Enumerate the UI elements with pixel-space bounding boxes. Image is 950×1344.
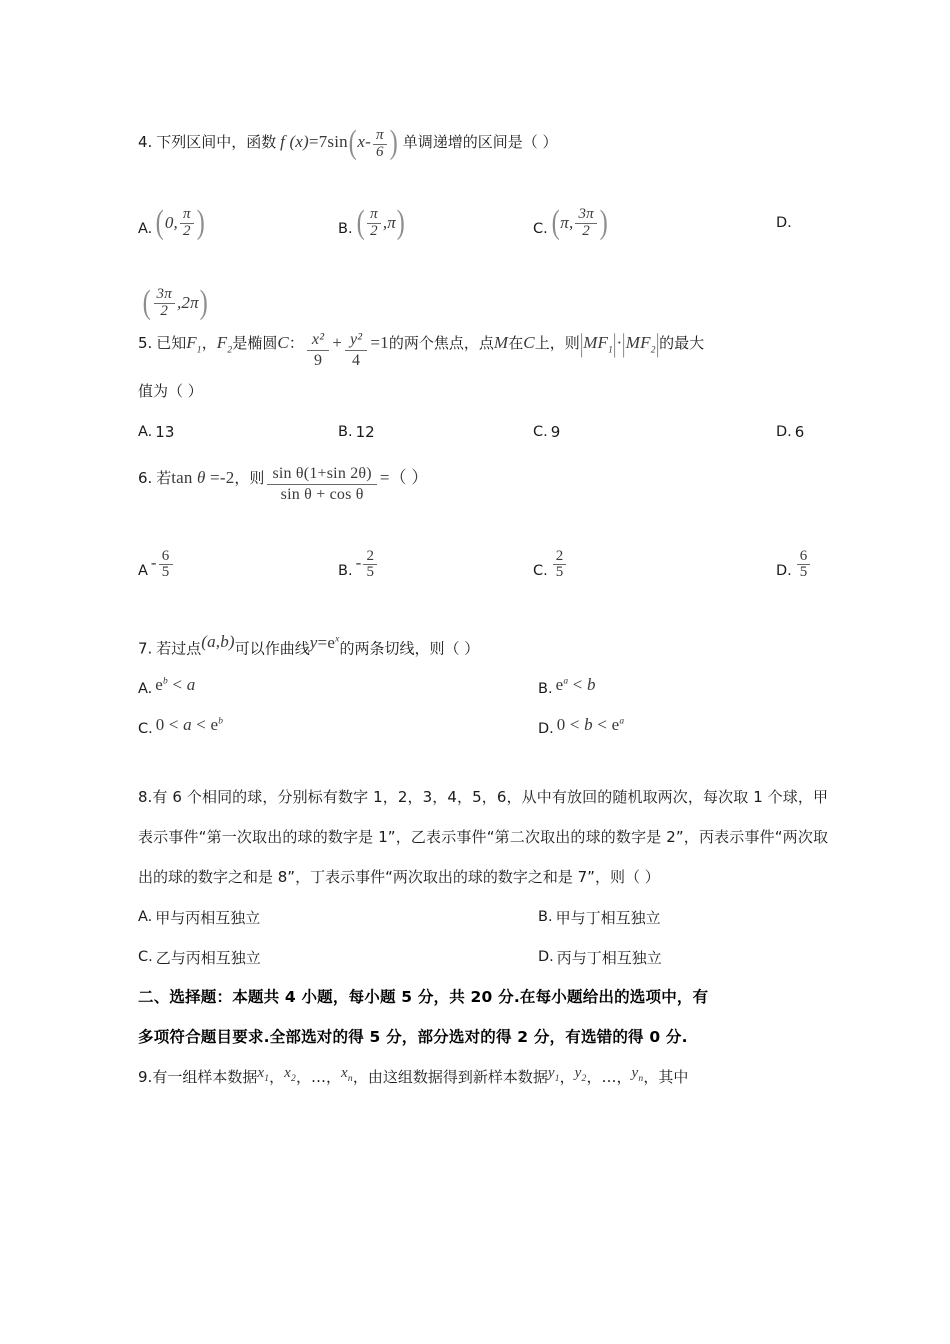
x1-base: x bbox=[257, 1065, 265, 1082]
question-9-text-1: 有一组样本数据 bbox=[152, 1068, 258, 1087]
option-7-a[interactable] bbox=[138, 675, 538, 699]
option-5-c-label: C. bbox=[533, 423, 548, 440]
option-4-d-fraction bbox=[154, 287, 175, 320]
option-7-d-relation: < e bbox=[597, 715, 620, 735]
question-7-text-2: 可以作曲线 bbox=[234, 639, 310, 658]
question-5-text-6: 的最大 bbox=[659, 334, 705, 353]
option-4-b-right: ,π bbox=[382, 213, 396, 232]
option-7-a-value bbox=[155, 675, 195, 695]
option-6-a-value bbox=[151, 549, 175, 582]
question-5-C: C bbox=[277, 333, 289, 353]
option-6-b[interactable] bbox=[338, 549, 533, 582]
paren-close-icon: ) bbox=[396, 203, 405, 241]
option-4-c-left: π, bbox=[560, 213, 574, 232]
paren-close-icon: ) bbox=[599, 203, 608, 241]
abs-bar-open-1: | bbox=[579, 329, 584, 359]
question-5-comma-1: ， bbox=[201, 334, 217, 353]
q6-equals-mark: =（ ） bbox=[379, 467, 429, 487]
question-7-text-1: 若过点 bbox=[156, 639, 202, 658]
MF1-base: MF bbox=[583, 333, 609, 353]
question-4-stem-text-after: 单调递增的区间是（ ） bbox=[402, 133, 558, 151]
ellipse-term-1-num: x² bbox=[311, 330, 325, 348]
paren-open-icon: ( bbox=[356, 203, 365, 241]
question-4-number: 4. bbox=[138, 133, 153, 151]
question-4-formula bbox=[280, 123, 403, 161]
option-7-c-var: a bbox=[183, 715, 192, 735]
q6-denominator bbox=[267, 484, 376, 504]
option-6-b-fraction bbox=[363, 549, 377, 582]
option-8-a[interactable] bbox=[138, 907, 538, 928]
question-5-C-second: C bbox=[523, 333, 535, 353]
ellipse-plus: + bbox=[332, 333, 342, 353]
ellipse-term-1 bbox=[307, 331, 329, 370]
question-5-text-5: 上，则 bbox=[534, 334, 580, 353]
question-4-stem-text-before: 下列区间中，函数 bbox=[156, 133, 277, 151]
option-8-d[interactable] bbox=[538, 947, 828, 968]
option-5-b[interactable] bbox=[338, 423, 533, 441]
y2-subscript: 2 bbox=[581, 1074, 587, 1085]
option-6-c-fraction bbox=[553, 549, 567, 582]
curve-exponent: x bbox=[335, 634, 340, 645]
question-6-text-2: 则 bbox=[249, 468, 265, 487]
ellipse-term-1-den: 9 bbox=[307, 350, 329, 370]
option-7-d-var: b bbox=[584, 715, 593, 735]
option-6-a-fraction bbox=[159, 549, 173, 582]
q6-num-theta-2: θ bbox=[358, 465, 367, 483]
option-6-c-value bbox=[551, 549, 569, 582]
question-6-expression bbox=[264, 465, 429, 503]
question-5-text-3: 的两个焦点，点 bbox=[388, 334, 494, 353]
q9-x-ellipsis: …， bbox=[310, 1068, 341, 1087]
question-7-stem bbox=[138, 625, 828, 670]
option-4-d-label: D. bbox=[776, 215, 792, 231]
abs-bar-open-2: | bbox=[621, 329, 627, 359]
tan-operator: tan bbox=[171, 467, 193, 487]
option-8-b-text: 甲与丁相互独立 bbox=[555, 908, 661, 927]
option-6-a-num: 6 bbox=[161, 547, 170, 564]
formula-frac-denominator: 6 bbox=[373, 144, 387, 161]
option-6-d[interactable] bbox=[728, 549, 828, 582]
option-6-d-label: D. bbox=[776, 563, 792, 580]
question-5-colon: ： bbox=[288, 334, 304, 353]
option-6-a-sign: - bbox=[150, 552, 157, 572]
option-4-d-num: 3π bbox=[156, 286, 172, 303]
option-8-c[interactable] bbox=[138, 947, 538, 968]
question-5-stem-line-2 bbox=[138, 371, 828, 412]
x1-subscript: 1 bbox=[264, 1074, 270, 1085]
q9-comma-3: ， bbox=[352, 1068, 368, 1087]
ellipse-term-2-den: 4 bbox=[345, 350, 367, 370]
question-7-options-row-1 bbox=[138, 669, 828, 709]
option-4-d-right: ,2π bbox=[176, 293, 199, 313]
option-4-d-den: 2 bbox=[154, 303, 175, 320]
option-7-b-label: B. bbox=[538, 681, 553, 698]
question-9-y2 bbox=[574, 1065, 587, 1085]
question-5-text-1: 已知 bbox=[156, 334, 187, 353]
option-7-d-label: D. bbox=[538, 721, 554, 738]
question-5-text-4: 在 bbox=[508, 334, 524, 353]
spacer-after-q6-stem bbox=[138, 505, 828, 545]
ellipse-term-2 bbox=[345, 331, 367, 370]
formula-paren-open: ( bbox=[348, 123, 357, 161]
option-7-b-exp: a bbox=[563, 676, 569, 687]
option-4-c-den: 2 bbox=[575, 223, 596, 240]
F1-subscript: 1 bbox=[196, 345, 202, 356]
option-7-a-label: A. bbox=[138, 681, 153, 698]
option-4-a-label: A. bbox=[138, 221, 153, 238]
option-5-a-label: A. bbox=[138, 423, 153, 440]
option-8-a-text: 甲与丙相互独立 bbox=[155, 908, 261, 927]
option-7-d-value bbox=[557, 715, 624, 735]
option-6-d-value bbox=[795, 549, 813, 582]
option-6-b-value bbox=[356, 549, 380, 582]
formula-equals: = bbox=[308, 132, 319, 151]
option-5-c[interactable] bbox=[533, 423, 728, 441]
question-5-line-2-text: 值为（ ） bbox=[138, 381, 203, 400]
question-7-point: (a,b) bbox=[201, 632, 235, 652]
question-7-number: 7. bbox=[138, 639, 153, 658]
question-6-comma: ， bbox=[234, 468, 250, 487]
spacer-after-q4-stem bbox=[138, 163, 828, 203]
question-9-text-3: 其中 bbox=[658, 1068, 689, 1087]
option-4-a-fraction bbox=[180, 207, 194, 240]
option-6-b-sign: - bbox=[355, 552, 362, 572]
q6-num-theta: θ bbox=[295, 465, 304, 483]
option-8-d-text: 丙与丁相互独立 bbox=[556, 948, 662, 967]
option-6-a[interactable] bbox=[138, 549, 338, 582]
option-4-d[interactable] bbox=[728, 215, 828, 231]
question-6-stem bbox=[138, 452, 828, 505]
yn-subscript: n bbox=[638, 1074, 644, 1085]
paren-open-icon: ( bbox=[155, 203, 165, 241]
ellipse-term-2-num: y² bbox=[350, 330, 363, 348]
option-7-b-var: b bbox=[586, 675, 596, 695]
paper-body-column bbox=[138, 122, 828, 1104]
y2-base: y bbox=[574, 1065, 582, 1082]
tan-equals: =- bbox=[210, 467, 226, 487]
question-9-xn bbox=[341, 1065, 353, 1085]
question-8-options-row-1 bbox=[138, 897, 828, 937]
option-6-d-num: 6 bbox=[799, 547, 808, 564]
yn-base: y bbox=[631, 1065, 639, 1082]
option-6-c[interactable] bbox=[533, 549, 728, 582]
option-4-b-num: π bbox=[370, 205, 378, 222]
option-4-a-value bbox=[155, 203, 205, 241]
option-6-a-label: A bbox=[138, 563, 148, 580]
option-7-c-exp: b bbox=[218, 716, 224, 727]
question-5-product-expression bbox=[579, 329, 660, 359]
xn-subscript: n bbox=[347, 1074, 353, 1085]
q9-comma-1: ， bbox=[269, 1068, 285, 1087]
question-5-F2 bbox=[216, 333, 233, 356]
question-6-text-1: 若 bbox=[156, 468, 172, 487]
paren-close-icon: ) bbox=[196, 203, 205, 241]
option-6-b-num: 2 bbox=[366, 547, 375, 564]
option-6-c-den: 5 bbox=[553, 564, 567, 581]
tan-value: 2 bbox=[225, 467, 235, 487]
option-5-d[interactable] bbox=[728, 423, 828, 441]
option-4-b-den: 2 bbox=[367, 223, 381, 240]
q6-num-sin: sin bbox=[272, 465, 292, 483]
option-4-a-den: 2 bbox=[180, 223, 194, 240]
option-7-a-var: a bbox=[186, 675, 196, 695]
option-5-c-value: 9 bbox=[550, 422, 561, 441]
q9-comma-4: ， bbox=[559, 1068, 575, 1087]
option-4-b[interactable] bbox=[338, 203, 533, 241]
paren-open-icon: ( bbox=[142, 284, 151, 322]
question-8-text: 有 6 个相同的球，分别标有数字 1，2，3，4，5，6，从中有放回的随机取两次，每次取 1 个球，甲表示事件“第一次取出的球的数字是 1”，乙表示事件“第二次取出的球的数字是 2”，丙表示事件“两次取出的球的数字之和是 8”，丁表示事件“两次取出的球的数字之和是 7”，则（ ） bbox=[138, 788, 828, 887]
y1-subscript: 1 bbox=[554, 1074, 560, 1085]
formula-arg-var: x bbox=[357, 132, 366, 151]
option-6-c-label: C. bbox=[533, 563, 548, 580]
option-4-a[interactable] bbox=[138, 203, 338, 241]
option-7-b-value bbox=[556, 675, 596, 695]
formula-fx: f (x) bbox=[280, 132, 309, 151]
option-4-d-value-row bbox=[138, 283, 828, 323]
question-9-x2 bbox=[284, 1065, 296, 1085]
question-5-ellipse-equation bbox=[304, 330, 389, 369]
MF2-base: MF bbox=[625, 333, 651, 353]
paren-close-icon: ) bbox=[199, 284, 208, 322]
formula-coefficient: 7 bbox=[318, 132, 328, 151]
option-4-b-label: B. bbox=[338, 221, 353, 238]
question-9-y1 bbox=[547, 1065, 560, 1085]
curve-y: y bbox=[309, 633, 318, 653]
option-4-d-value bbox=[142, 283, 208, 323]
option-4-c-fraction bbox=[575, 207, 596, 240]
option-8-c-label: C. bbox=[138, 949, 153, 966]
option-5-b-value: 12 bbox=[355, 422, 375, 441]
question-6-tan-theta bbox=[171, 468, 234, 487]
F2-base: F bbox=[216, 333, 228, 353]
question-8-options-row-2 bbox=[138, 937, 828, 977]
x2-base: x bbox=[284, 1065, 292, 1082]
q9-comma-5: ， bbox=[586, 1068, 602, 1087]
section-heading-line-1: 二、选择题：本题共 4 小题，每小题 5 分，共 20 分.在每小题给出的选项中，有 bbox=[138, 988, 709, 1007]
spacer-before-q8 bbox=[138, 749, 828, 777]
option-7-b[interactable] bbox=[538, 675, 828, 699]
question-9-stem bbox=[138, 1057, 828, 1104]
option-5-a-value: 13 bbox=[155, 422, 175, 441]
question-9-yn bbox=[631, 1065, 644, 1085]
question-8-number: 8. bbox=[138, 788, 153, 807]
curve-equals-e: =e bbox=[317, 633, 336, 653]
paren-open-icon: ( bbox=[551, 203, 560, 241]
option-7-c-prefix: 0 < bbox=[155, 715, 179, 735]
question-5-M: M bbox=[493, 333, 509, 353]
option-8-c-text: 乙与丙相互独立 bbox=[155, 948, 261, 967]
formula-frac-numerator: π bbox=[376, 127, 384, 144]
q6-num-close: ) bbox=[366, 465, 372, 483]
spacer-before-q4-d-value bbox=[138, 243, 828, 283]
option-4-c[interactable] bbox=[533, 203, 728, 241]
formula-sin: sin bbox=[327, 132, 348, 151]
option-6-b-label: B. bbox=[338, 563, 353, 580]
MF2-subscript: 2 bbox=[650, 345, 656, 356]
option-7-b-base: e bbox=[555, 675, 564, 695]
option-5-d-value: 6 bbox=[794, 422, 805, 441]
option-6-d-fraction bbox=[797, 549, 811, 582]
formula-fraction bbox=[373, 128, 387, 161]
option-5-d-label: D. bbox=[776, 423, 792, 440]
option-7-d-exp: a bbox=[619, 716, 625, 727]
option-7-b-relation: < bbox=[572, 675, 583, 695]
option-7-d-prefix: 0 < bbox=[556, 715, 580, 735]
option-6-d-den: 5 bbox=[797, 564, 811, 581]
option-7-c-value bbox=[156, 715, 223, 735]
option-4-b-value bbox=[356, 203, 406, 241]
x2-subscript: 2 bbox=[291, 1074, 296, 1085]
question-5-F1 bbox=[186, 333, 202, 356]
option-4-c-label: C. bbox=[533, 221, 548, 238]
option-8-d-label: D. bbox=[538, 949, 554, 966]
option-7-a-exp: b bbox=[163, 676, 168, 687]
option-6-c-num: 2 bbox=[555, 547, 564, 564]
question-9-number: 9. bbox=[138, 1068, 153, 1087]
option-7-a-relation: < bbox=[172, 675, 183, 695]
option-8-b[interactable] bbox=[538, 907, 828, 928]
product-dot: · bbox=[616, 333, 623, 353]
abs-bar-close-2: | bbox=[655, 329, 660, 359]
option-4-a-left: 0, bbox=[164, 213, 178, 232]
question-7-curve bbox=[310, 633, 340, 652]
question-5-number: 5. bbox=[138, 334, 153, 353]
question-7-options-row-2 bbox=[138, 709, 828, 749]
option-6-a-den: 5 bbox=[159, 564, 173, 581]
option-4-b-fraction bbox=[367, 207, 381, 240]
option-7-c[interactable] bbox=[138, 715, 538, 739]
spacer-before-q7 bbox=[138, 585, 828, 625]
xn-base: x bbox=[341, 1065, 348, 1082]
option-7-d[interactable] bbox=[538, 715, 828, 739]
question-9-text-2: 由这组数据得到新样本数据 bbox=[367, 1068, 548, 1087]
option-5-b-label: B. bbox=[338, 423, 353, 440]
y1-base: y bbox=[547, 1065, 555, 1082]
q9-comma-6: ， bbox=[643, 1068, 659, 1087]
question-5-stem-line-1 bbox=[138, 323, 828, 370]
F2-subscript: 2 bbox=[227, 345, 233, 356]
question-6-options-row bbox=[138, 545, 828, 585]
option-4-c-num: 3π bbox=[578, 205, 594, 222]
q9-comma-2: ， bbox=[295, 1068, 311, 1087]
question-6-number: 6. bbox=[138, 468, 153, 487]
option-7-a-base: e bbox=[155, 675, 164, 695]
formula-paren-close: ) bbox=[389, 123, 398, 161]
abs-bar-close-1: | bbox=[612, 329, 617, 359]
option-7-c-label: C. bbox=[138, 721, 153, 738]
question-4-options-row bbox=[138, 203, 828, 243]
section-heading-line-2: 多项符合题目要求.全部选对的得 5 分，部分选对的得 2 分，有选错的得 0 分. bbox=[138, 1028, 688, 1047]
option-4-c-value bbox=[551, 203, 609, 241]
option-7-c-relation: < e bbox=[196, 715, 219, 735]
ellipse-equals-one: =1 bbox=[370, 333, 389, 353]
option-4-a-num: π bbox=[182, 205, 191, 222]
question-7-text-3: 的两条切线，则（ ） bbox=[339, 639, 480, 658]
q6-numerator bbox=[267, 465, 376, 484]
option-6-b-den: 5 bbox=[363, 564, 377, 581]
theta-symbol: θ bbox=[197, 467, 206, 487]
option-8-b-label: B. bbox=[538, 909, 553, 926]
q6-fraction bbox=[267, 465, 376, 504]
question-5-options-row bbox=[138, 412, 828, 452]
question-4-stem bbox=[138, 122, 828, 163]
q6-den-text: sin θ + cos θ bbox=[280, 485, 364, 503]
formula-minus: - bbox=[365, 132, 372, 151]
MF1-subscript: 1 bbox=[608, 345, 614, 356]
q9-y-ellipsis: …， bbox=[601, 1068, 632, 1087]
F1-base: F bbox=[186, 333, 197, 353]
option-8-a-label: A. bbox=[138, 909, 153, 926]
option-5-a[interactable] bbox=[138, 423, 338, 441]
question-8-stem bbox=[138, 777, 828, 897]
q6-num-rest: (1+sin 2 bbox=[303, 465, 359, 483]
question-5-text-2: 是椭圆 bbox=[232, 334, 278, 353]
question-9-x1 bbox=[257, 1065, 270, 1085]
